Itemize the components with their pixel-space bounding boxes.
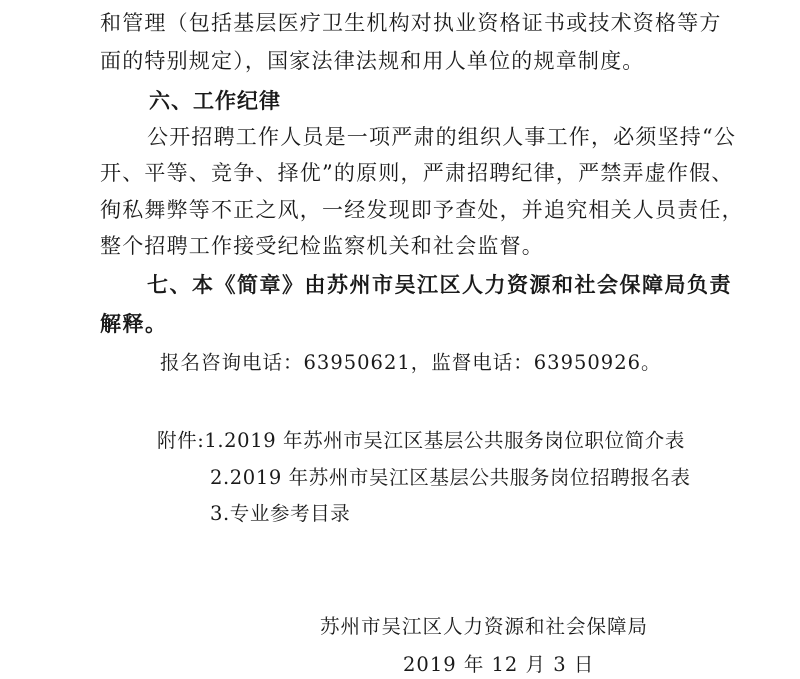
paragraph-line: 公开招聘工作人员是一项严肃的组织人事工作，必须坚持“公 <box>147 125 737 149</box>
signature-date: 2019 年 12 月 3 日 <box>403 653 595 676</box>
paragraph-line: 整个招聘工作接受纪检监察机关和社会监督。 <box>100 234 544 258</box>
contact-phones: 报名咨询电话：63950621，监督电话：63950926。 <box>160 351 662 374</box>
paragraph-line: 面的特别规定），国家法律法规和用人单位的规章制度。 <box>100 49 645 73</box>
paragraph-line: 解释。 <box>100 312 168 336</box>
section-heading-six: 六、工作纪律 <box>149 89 281 113</box>
attachment-item: 附件:1.2019 年苏州市吴江区基层公共服务岗位职位简介表 <box>157 429 685 452</box>
paragraph-line: 和管理（包括基层医疗卫生机构对执业资格证书或技术资格等方 <box>100 11 722 35</box>
paragraph-line: 开、平等、竞争、择优”的原则，严肃招聘纪律，严禁弄虚作假、 <box>100 161 734 185</box>
signature-organization: 苏州市吴江区人力资源和社会保障局 <box>320 615 649 638</box>
attachment-item: 2.2019 年苏州市吴江区基层公共服务岗位招聘报名表 <box>210 466 691 489</box>
section-heading-seven: 七、本《简章》由苏州市吴江区人力资源和社会保障局负责 <box>147 273 732 297</box>
attachment-item: 3.专业参考目录 <box>210 502 351 525</box>
paragraph-line: 徇私舞弊等不正之风，一经发现即予查处，并追究相关人员责任， <box>100 198 744 222</box>
